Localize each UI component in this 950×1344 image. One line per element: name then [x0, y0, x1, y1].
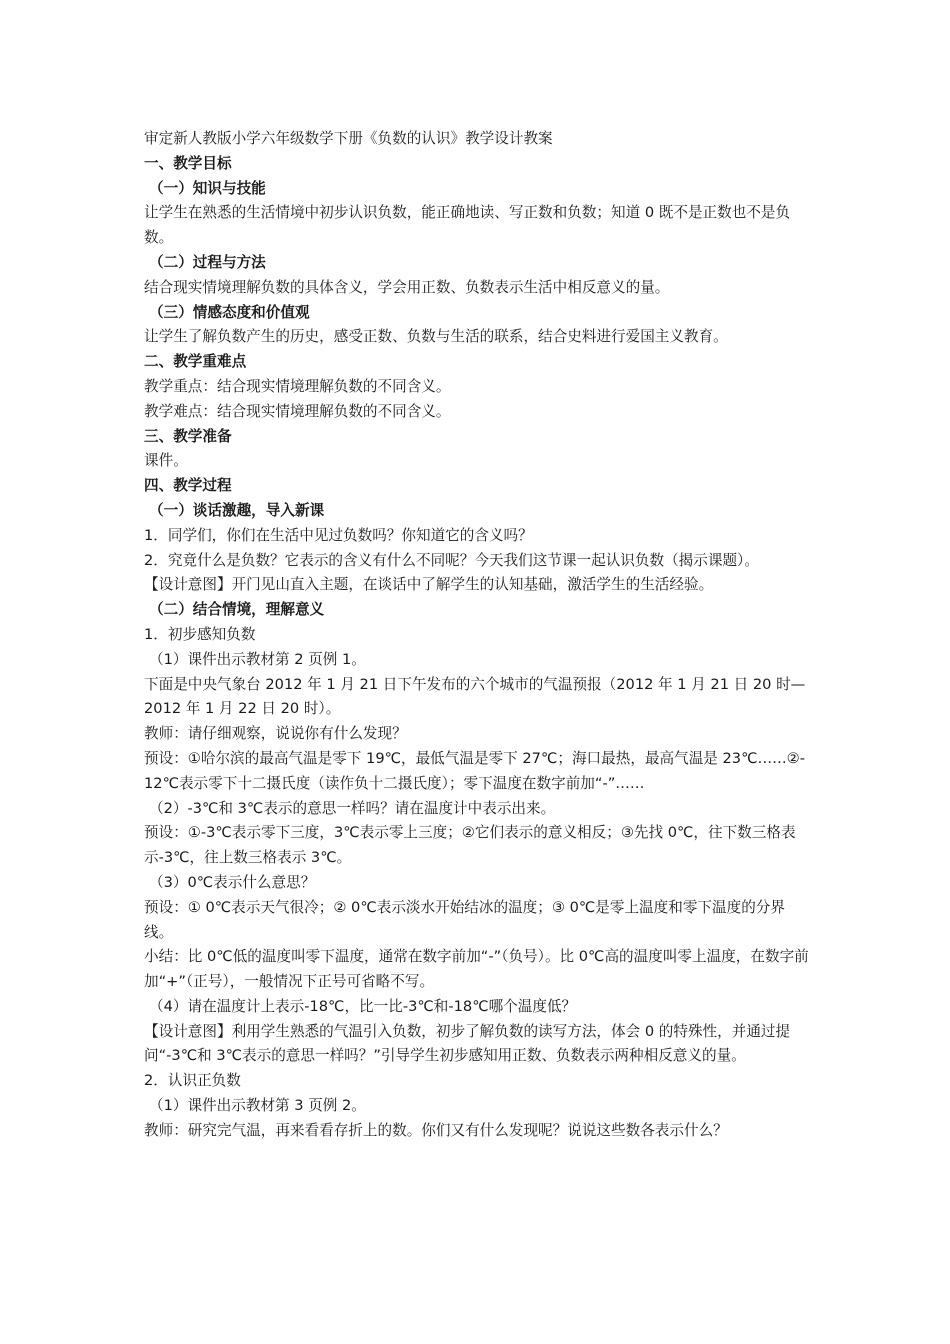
paragraph: 预设：① 0℃表示天气很冷；② 0℃表示淡水开始结冰的温度；③ 0℃是零上温度和零下温度的分界线。	[144, 898, 785, 941]
paragraph: 教学难点：结合现实情境理解负数的不同含义。	[144, 402, 451, 420]
paragraph: 结合现实情境理解负数的具体含义，学会用正数、负数表示生活中相反意义的量。	[144, 278, 670, 296]
section-heading: （二）过程与方法	[149, 253, 266, 271]
document-body	[144, 127, 810, 1144]
paragraph: 预设：①哈尔滨的最高气温是零下 19℃，最低气温是零下 27℃；海口最热，最高气温是 23℃……②-12℃表示零下十二摄氏度（读作负十二摄氏度）；零下温度在数字前加“-”……	[144, 749, 806, 792]
paragraph: （3）0℃表示什么意思？	[149, 873, 316, 891]
section-heading: 一、教学目标	[144, 154, 232, 172]
paragraph: 课件。	[144, 452, 188, 470]
paragraph: 下面是中央气象台 2012 年 1 月 21 日下午发布的六个城市的气温预报（2012 年 1 月 21 日 20 时—2012 年 1 月 22 日 20 时）。	[144, 675, 806, 718]
paragraph: 预设：①-3℃表示零下三度，3℃表示零上三度；②它们表示的意义相反；③先找 0℃，往下数三格表示-3℃，往上数三格表示 3℃。	[144, 824, 796, 867]
paragraph: 【设计意图】利用学生熟悉的气温引入负数，初步了解负数的读写方法，体会 0 的特殊性，并通过提问“-3℃和 3℃表示的意思一样吗？”引导学生初步感知用正数、负数表示两种相反意义的量。	[144, 1022, 791, 1065]
paragraph: 1．同学们，你们在生活中见过负数吗？你知道它的含义吗？	[144, 526, 533, 544]
section-heading: （一）谈话激趣，导入新课	[149, 501, 325, 519]
paragraph: 【设计意图】开门见山直入主题，在谈话中了解学生的认知基础，激活学生的生活经验。	[144, 576, 714, 594]
section-heading: （二）结合情境，理解意义	[149, 601, 325, 619]
paragraph: 教师：请仔细观察，说说你有什么发现？	[144, 725, 407, 743]
paragraph: 让学生了解负数产生的历史，感受正数、负数与生活的联系，结合史料进行爱国主义教育。	[144, 328, 728, 346]
paragraph: （1）课件出示教材第 2 页例 1。	[149, 650, 366, 668]
paragraph: （4）请在温度计上表示-18℃，比一比-3℃和-18℃哪个温度低？	[149, 997, 577, 1015]
section-heading: （一）知识与技能	[149, 179, 266, 197]
section-heading: 二、教学重难点	[144, 353, 247, 371]
paragraph: 2．究竟什么是负数？它表示的含义有什么不同呢？今天我们这节课一起认识负数（揭示课题）。	[144, 551, 759, 569]
paragraph: （1）课件出示教材第 3 页例 2。	[149, 1097, 366, 1115]
paragraph: 小结：比 0℃低的温度叫零下温度，通常在数字前加“-”（负号）。比 0℃高的温度叫零上温度，在数字前加“+”（正号），一般情况下正号可省略不写。	[144, 948, 809, 991]
document-lines	[144, 152, 810, 1144]
paragraph: 2．认识正负数	[144, 1072, 241, 1090]
paragraph: 让学生在熟悉的生活情境中初步认识负数，能正确地读、写正数和负数；知道 0 既不是正数也不是负数。	[144, 204, 791, 247]
paragraph: 教师：研究完气温，再来看看存折上的数。你们又有什么发现呢？说说这些数各表示什么？	[144, 1121, 728, 1139]
paragraph: （2）-3℃和 3℃表示的意思一样吗？请在温度计中表示出来。	[149, 799, 556, 817]
paragraph: 教学重点：结合现实情境理解负数的不同含义。	[144, 377, 451, 395]
document-title: 审定新人教版小学六年级数学下册《负数的认识》教学设计教案	[144, 130, 553, 147]
paragraph: 1．初步感知负数	[144, 625, 256, 643]
section-heading: 三、教学准备	[144, 427, 232, 445]
section-heading: 四、教学过程	[144, 477, 232, 495]
section-heading: （三）情感态度和价值观	[149, 303, 310, 321]
